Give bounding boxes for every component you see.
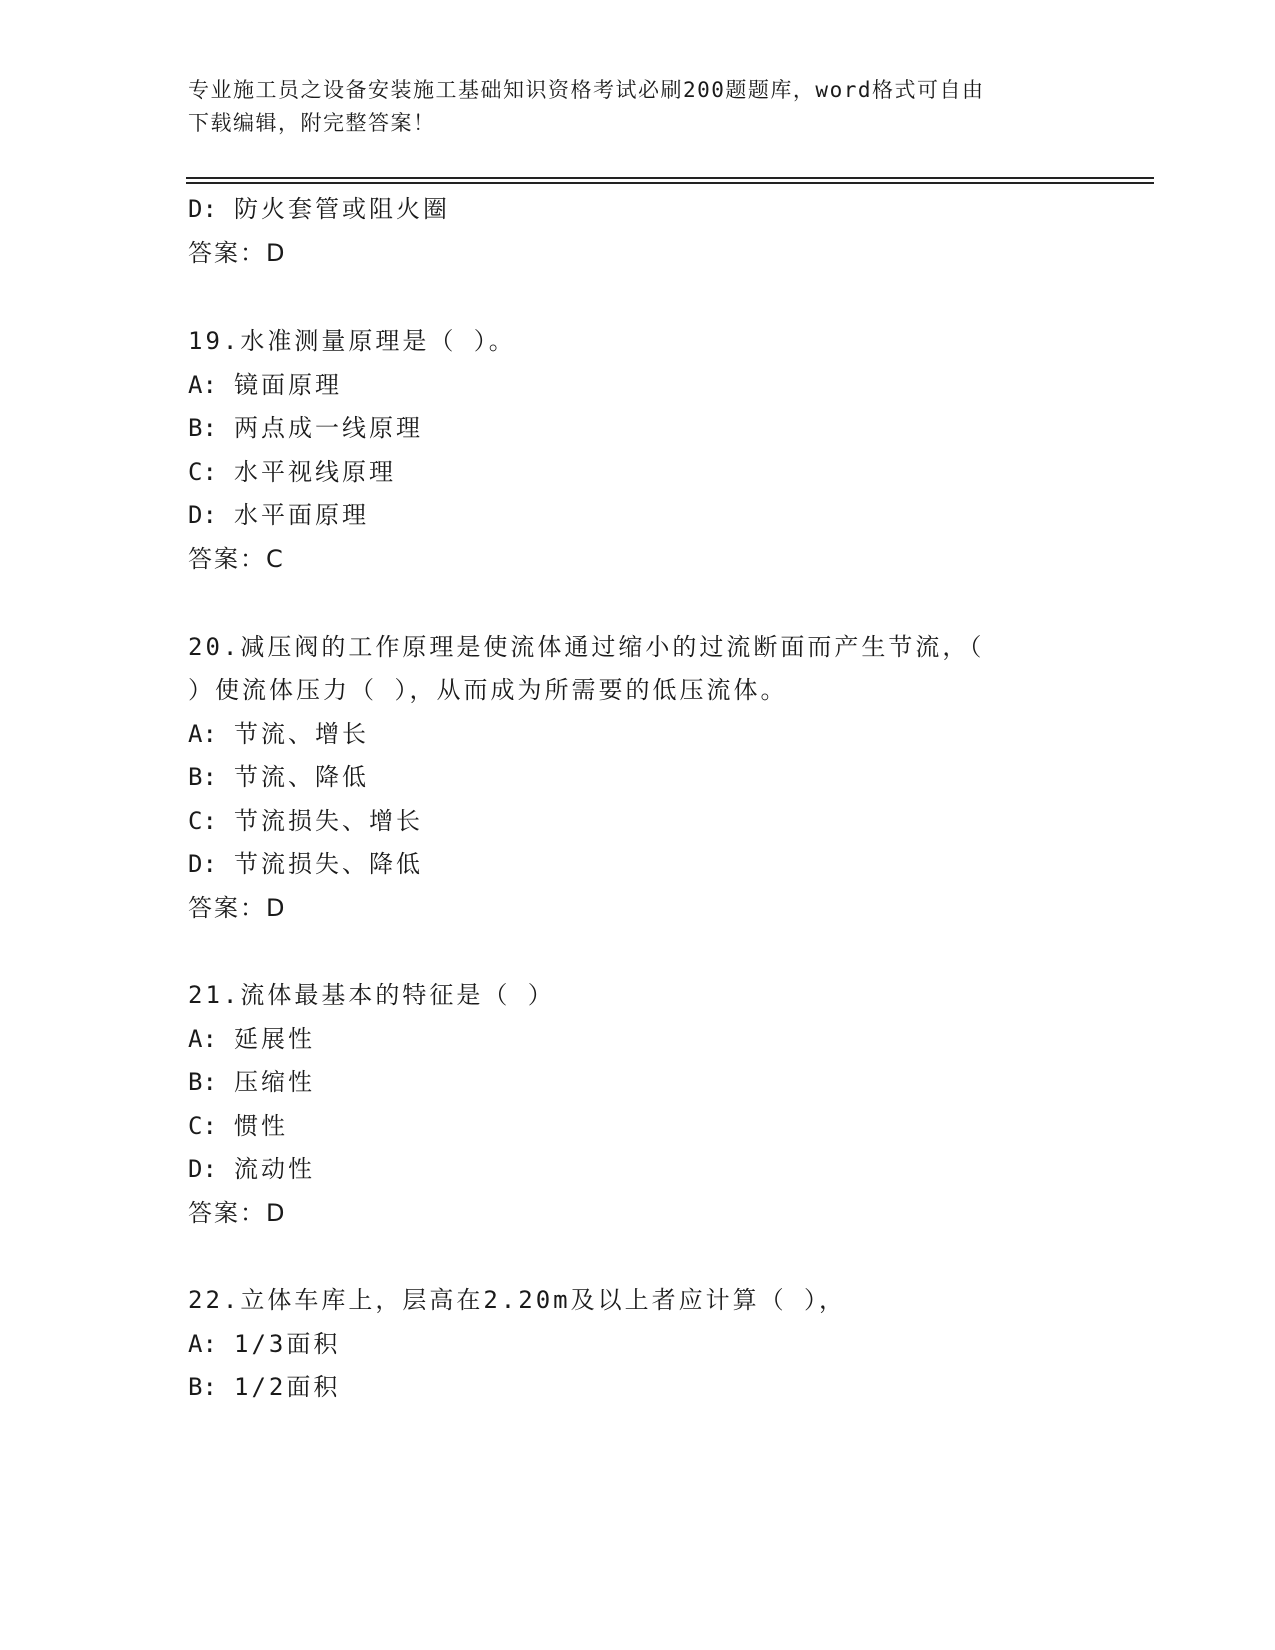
q22-option-a (188, 1329, 340, 1359)
q20-option-c (188, 806, 423, 836)
q18-option-d (188, 194, 450, 224)
option-label: D: (188, 501, 217, 529)
q20-stem-line-1: 20.减压阀的工作原理是使流体通过缩小的过流断面而产生节流，（ (188, 633, 985, 661)
q20-answer: 答案：D (188, 894, 287, 922)
option-label: B: (188, 763, 217, 791)
header-divider-top (186, 177, 1154, 179)
q18-answer: 答案：D (188, 239, 287, 267)
option-label: D: (188, 850, 217, 878)
q20-option-d (188, 849, 423, 879)
option-text: 水平面原理 (234, 501, 369, 529)
header-line-2: 下载编辑，附完整答案！ (188, 111, 436, 135)
option-label: A: (188, 720, 217, 748)
option-text: 1/2面积 (234, 1373, 341, 1401)
document-header (188, 74, 1068, 140)
q21-option-d (188, 1154, 315, 1184)
q19-option-d (188, 500, 369, 530)
option-text: 压缩性 (234, 1068, 315, 1096)
header-divider-bottom (186, 182, 1154, 184)
option-text: 节流损失、降低 (234, 850, 423, 878)
q19-stem: 19.水准测量原理是（ ）。 (188, 327, 516, 355)
option-label: B: (188, 414, 217, 442)
q22-stem: 22.立体车库上，层高在2.20m及以上者应计算（ ）， (188, 1286, 847, 1314)
option-text: 惯性 (234, 1112, 288, 1140)
option-label: A: (188, 1025, 217, 1053)
option-label: B: (188, 1068, 217, 1096)
option-text: 1/3面积 (234, 1330, 341, 1358)
q21-option-c (188, 1111, 288, 1141)
option-text: 防火套管或阻火圈 (234, 195, 450, 223)
q19-option-c (188, 457, 396, 487)
q19-answer: 答案：C (188, 545, 285, 573)
option-label: D: (188, 195, 217, 223)
q22-option-b (188, 1372, 340, 1402)
q20-option-a (188, 719, 369, 749)
q21-stem: 21.流体最基本的特征是（ ） (188, 981, 555, 1009)
q20-option-b (188, 762, 369, 792)
q19-option-b (188, 413, 423, 443)
option-label: C: (188, 458, 217, 486)
option-text: 水平视线原理 (234, 458, 396, 486)
option-text: 镜面原理 (234, 371, 342, 399)
option-label: D: (188, 1155, 217, 1183)
q19-option-a (188, 370, 342, 400)
q20-stem-line-2: ）使流体压力（ ），从而成为所需要的低压流体。 (188, 676, 788, 704)
option-label: C: (188, 1112, 217, 1140)
option-text: 延展性 (234, 1025, 315, 1053)
option-label: A: (188, 371, 217, 399)
q21-answer: 答案：D (188, 1199, 287, 1227)
option-text: 节流损失、增长 (234, 807, 423, 835)
q21-option-b (188, 1067, 315, 1097)
q21-option-a (188, 1024, 315, 1054)
option-label: B: (188, 1373, 217, 1401)
option-text: 节流、降低 (234, 763, 369, 791)
option-label: A: (188, 1330, 217, 1358)
header-line-1: 专业施工员之设备安装施工基础知识资格考试必刷200题题库，word格式可自由 (188, 78, 985, 102)
option-text: 流动性 (234, 1155, 315, 1183)
option-text: 节流、增长 (234, 720, 369, 748)
option-label: C: (188, 807, 217, 835)
option-text: 两点成一线原理 (234, 414, 423, 442)
